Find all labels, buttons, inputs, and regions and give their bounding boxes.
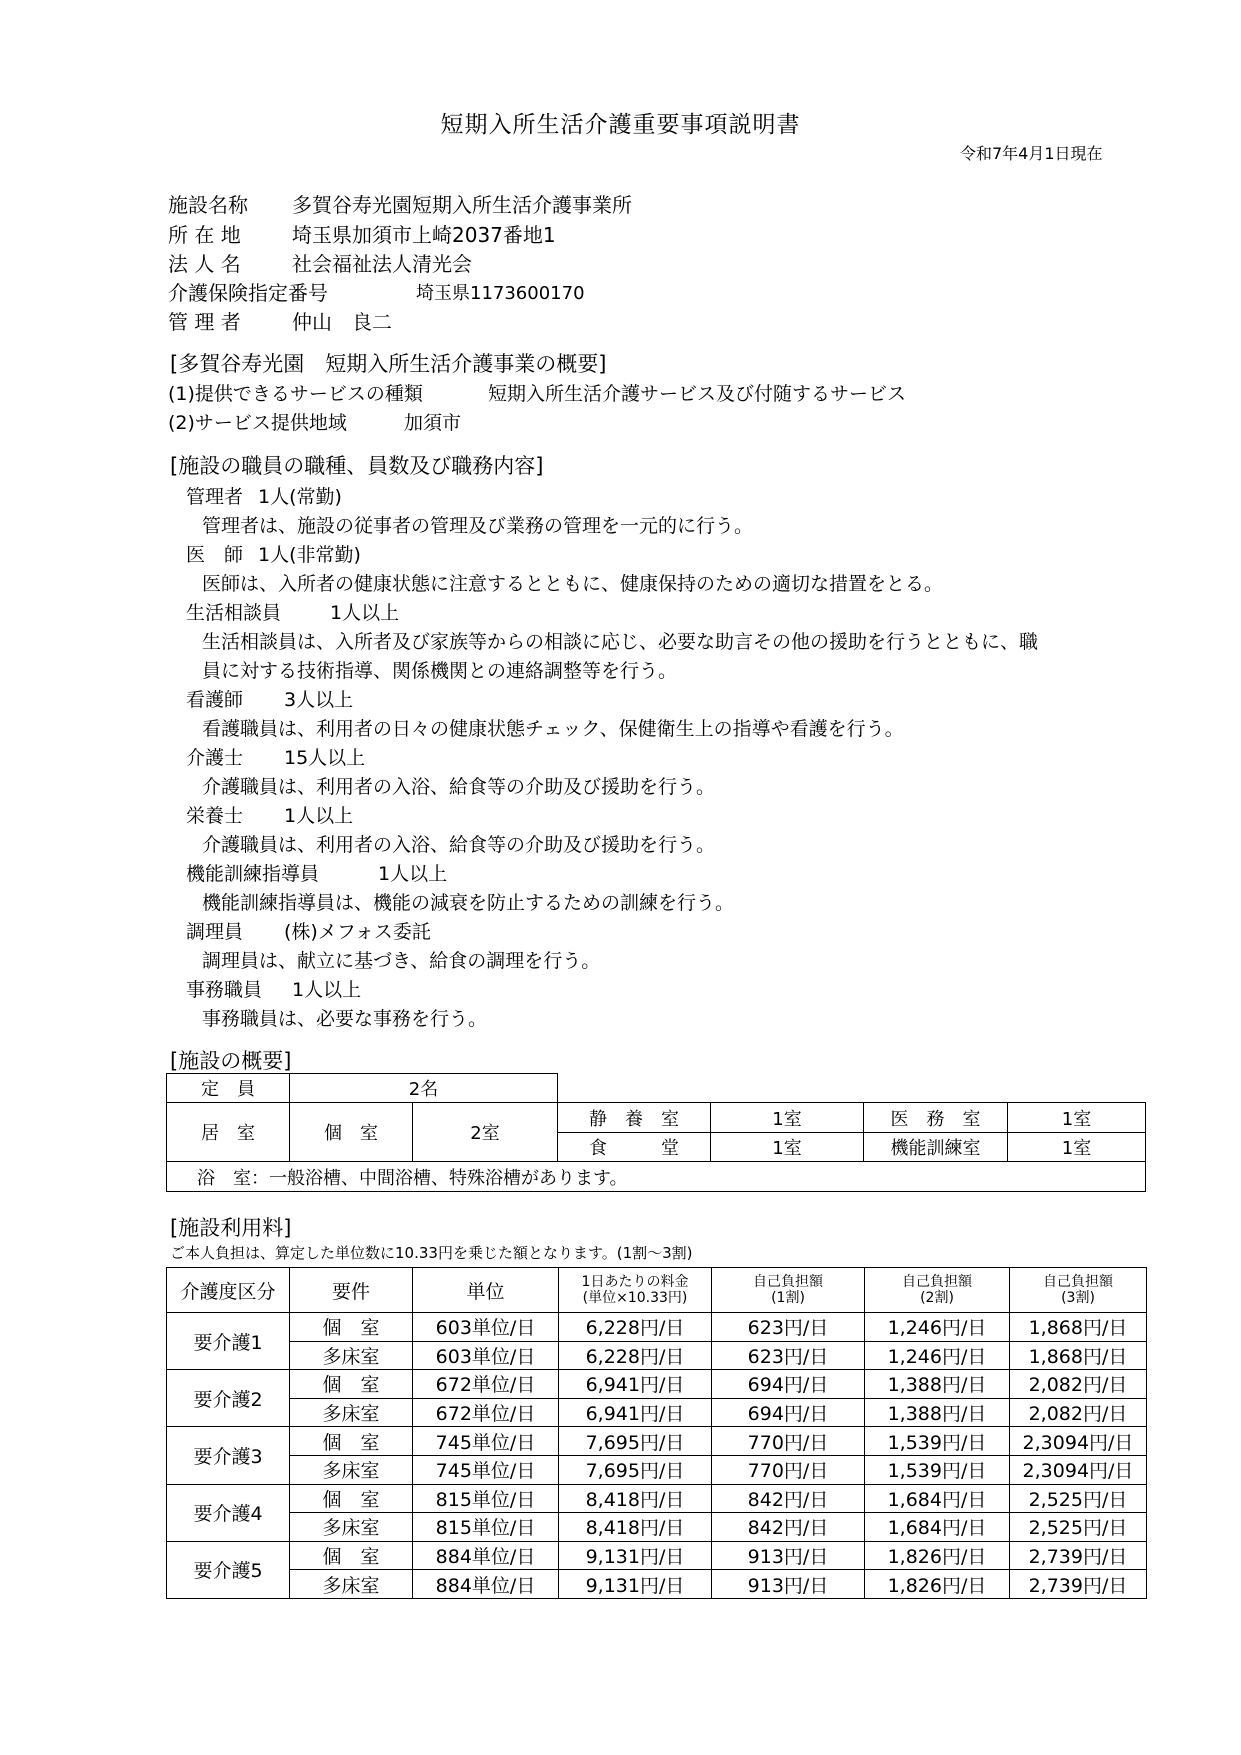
staff-desc: 医師は、入所者の健康状態に注意するとともに、健康保持のための適切な措置をとる。 bbox=[202, 573, 944, 595]
fee-table bbox=[166, 1267, 1147, 1599]
header-unit: 単位 bbox=[413, 1268, 559, 1313]
info-label: 法 人 名 bbox=[168, 252, 241, 276]
overview-label: (1)提供できるサービスの種類 bbox=[168, 383, 423, 405]
room-count-cell: 1室 bbox=[710, 1132, 864, 1162]
copay-2-cell: 1,539円/日 bbox=[865, 1427, 1010, 1456]
room-count: 2室 bbox=[412, 1102, 558, 1162]
header-type: 要件 bbox=[290, 1268, 413, 1313]
fee-row bbox=[167, 1484, 1147, 1513]
care-level: 要介護5 bbox=[167, 1541, 290, 1598]
copay-2-cell: 1,684円/日 bbox=[865, 1484, 1010, 1513]
info-label: 所 在 地 bbox=[168, 223, 241, 247]
room-type-cell: 個 室 bbox=[290, 1427, 413, 1456]
overview-heading: [多賀谷寿光園 短期入所生活介護事業の概要] bbox=[170, 352, 607, 376]
unit-cell: 672単位/日 bbox=[413, 1370, 559, 1399]
daily-fee-cell: 7,695円/日 bbox=[559, 1455, 712, 1484]
staff-desc: 機能訓練指導員は、機能の減衰を防止するための訓練を行う。 bbox=[202, 892, 735, 914]
staff-count: 1人以上 bbox=[284, 805, 354, 827]
copay-3-cell: 2,525円/日 bbox=[1010, 1484, 1147, 1513]
daily-fee-cell: 6,941円/日 bbox=[559, 1370, 712, 1399]
care-level: 要介護1 bbox=[167, 1313, 290, 1370]
fee-row bbox=[167, 1341, 1147, 1370]
info-facility-name bbox=[168, 189, 632, 218]
staff-role-trainer bbox=[186, 859, 448, 886]
staff-role: 栄養士 bbox=[186, 805, 244, 827]
staff-desc: 看護職員は、利用者の日々の健康状態チェック、保健衛生上の指導や看護を行う。 bbox=[202, 718, 904, 740]
copay-1-cell: 770円/日 bbox=[712, 1427, 865, 1456]
overview-value: 加須市 bbox=[404, 412, 462, 434]
room-count-cell: 1室 bbox=[1007, 1102, 1146, 1133]
staff-count: 1人以上 bbox=[378, 863, 448, 885]
daily-fee-cell: 6,941円/日 bbox=[559, 1398, 712, 1427]
room-type-cell: 個 室 bbox=[290, 1484, 413, 1513]
staff-count: 1人以上 bbox=[292, 979, 362, 1001]
copay-2-cell: 1,684円/日 bbox=[865, 1513, 1010, 1542]
info-value: 埼玉県加須市上崎2037番地1 bbox=[292, 223, 556, 247]
room-label: 居 室 bbox=[166, 1102, 290, 1162]
staff-role: 生活相談員 bbox=[186, 602, 282, 624]
daily-fee-cell: 6,228円/日 bbox=[559, 1341, 712, 1370]
room-count-cell: 1室 bbox=[1007, 1132, 1146, 1162]
unit-cell: 884単位/日 bbox=[413, 1541, 559, 1570]
staff-role: 調理員 bbox=[186, 921, 244, 943]
staff-role-cook bbox=[186, 917, 431, 944]
overview-label: (2)サービス提供地域 bbox=[168, 412, 347, 434]
staff-role: 看護師 bbox=[186, 689, 244, 711]
staff-desc: 員に対する技術指導、関係機関との連絡調整等を行う。 bbox=[202, 660, 678, 682]
fee-row bbox=[167, 1455, 1147, 1484]
care-level: 要介護3 bbox=[167, 1427, 290, 1484]
staff-count: 15人以上 bbox=[284, 747, 366, 769]
copay-3-cell: 1,868円/日 bbox=[1010, 1341, 1147, 1370]
staff-count: (株)メフォス委託 bbox=[284, 921, 431, 943]
fee-row bbox=[167, 1398, 1147, 1427]
copay-1-cell: 694円/日 bbox=[712, 1370, 865, 1399]
copay-2-cell: 1,246円/日 bbox=[865, 1341, 1010, 1370]
staff-heading: [施設の職員の職種、員数及び職務内容] bbox=[170, 454, 544, 478]
unit-cell: 745単位/日 bbox=[413, 1427, 559, 1456]
overview-value: 短期入所生活介護サービス及び付随するサービス bbox=[488, 383, 907, 405]
room-type-cell: 多床室 bbox=[290, 1513, 413, 1542]
care-level: 要介護4 bbox=[167, 1484, 290, 1541]
info-label: 介護保険指定番号 bbox=[168, 281, 328, 305]
header-copay-2: 自己負担額 (2割) bbox=[865, 1268, 1010, 1313]
copay-2-cell: 1,246円/日 bbox=[865, 1313, 1010, 1342]
info-label: 施設名称 bbox=[168, 193, 248, 217]
room-type-cell: 個 室 bbox=[290, 1370, 413, 1399]
fee-row bbox=[167, 1570, 1147, 1599]
staff-role-counselor bbox=[186, 598, 400, 625]
staff-desc: 管理者は、施設の従事者の管理及び業務の管理を一元的に行う。 bbox=[202, 515, 754, 537]
copay-1-cell: 842円/日 bbox=[712, 1484, 865, 1513]
daily-fee-cell: 7,695円/日 bbox=[559, 1427, 712, 1456]
daily-fee-cell: 8,418円/日 bbox=[559, 1484, 712, 1513]
facility-table bbox=[166, 1073, 1146, 1193]
staff-role-caregiver bbox=[186, 743, 366, 770]
room-count-cell: 1室 bbox=[710, 1102, 864, 1133]
copay-1-cell: 913円/日 bbox=[712, 1541, 865, 1570]
room-name: 静 養 室 bbox=[557, 1102, 711, 1133]
copay-2-cell: 1,826円/日 bbox=[865, 1541, 1010, 1570]
fee-row bbox=[167, 1370, 1147, 1399]
fee-row bbox=[167, 1513, 1147, 1542]
staff-role: 医 師 bbox=[186, 544, 244, 566]
unit-cell: 815単位/日 bbox=[413, 1484, 559, 1513]
copay-3-cell: 2,525円/日 bbox=[1010, 1513, 1147, 1542]
copay-1-cell: 694円/日 bbox=[712, 1398, 865, 1427]
fees-heading: [施設利用料] bbox=[170, 1216, 292, 1240]
staff-desc: 生活相談員は、入所者及び家族等からの相談に応じ、必要な助言その他の援助を行うとともに、職 bbox=[202, 631, 1039, 653]
copay-2-cell: 1,388円/日 bbox=[865, 1398, 1010, 1427]
info-manager bbox=[168, 306, 392, 335]
copay-3-cell: 2,739円/日 bbox=[1010, 1570, 1147, 1599]
info-value: 社会福祉法人清光会 bbox=[292, 252, 472, 276]
room-name: 機能訓練室 bbox=[863, 1132, 1008, 1162]
fees-note: ご本人負担は、算定した単位数に10.33円を乗じた額となります。(1割～3割) bbox=[170, 1244, 693, 1262]
info-value: 仲山 良二 bbox=[292, 310, 392, 334]
staff-desc: 調理員は、献立に基づき、給食の調理を行う。 bbox=[202, 950, 601, 972]
copay-3-cell: 2,082円/日 bbox=[1010, 1370, 1147, 1399]
room-type-cell: 個 室 bbox=[290, 1541, 413, 1570]
room-type-cell: 多床室 bbox=[290, 1455, 413, 1484]
staff-role: 事務職員 bbox=[186, 979, 263, 1001]
document-title: 短期入所生活介護重要事項説明書 bbox=[440, 112, 801, 138]
staff-role: 機能訓練指導員 bbox=[186, 863, 320, 885]
room-type-cell: 多床室 bbox=[290, 1341, 413, 1370]
daily-fee-cell: 9,131円/日 bbox=[559, 1541, 712, 1570]
care-level: 要介護2 bbox=[167, 1370, 290, 1427]
room-name: 医 務 室 bbox=[863, 1102, 1008, 1133]
capacity-label: 定 員 bbox=[166, 1073, 290, 1103]
copay-3-cell: 2,082円/日 bbox=[1010, 1398, 1147, 1427]
overview-line-services bbox=[168, 379, 907, 406]
info-label: 管 理 者 bbox=[168, 310, 241, 334]
room-name: 食 堂 bbox=[557, 1132, 711, 1162]
copay-3-cell: 1,868円/日 bbox=[1010, 1313, 1147, 1342]
copay-1-cell: 913円/日 bbox=[712, 1570, 865, 1599]
staff-desc: 介護職員は、利用者の入浴、給食等の介助及び援助を行う。 bbox=[202, 834, 716, 856]
unit-cell: 815単位/日 bbox=[413, 1513, 559, 1542]
staff-role: 介護士 bbox=[186, 747, 244, 769]
copay-3-cell: 2,739円/日 bbox=[1010, 1541, 1147, 1570]
unit-cell: 603単位/日 bbox=[413, 1341, 559, 1370]
copay-1-cell: 623円/日 bbox=[712, 1313, 865, 1342]
header-level: 介護度区分 bbox=[167, 1268, 290, 1313]
document-date: 令和7年4月1日現在 bbox=[960, 144, 1103, 163]
staff-role-nurse bbox=[186, 685, 354, 712]
staff-count: 1人(常勤) bbox=[258, 486, 342, 508]
staff-role-doctor bbox=[186, 540, 361, 567]
fee-row bbox=[167, 1427, 1147, 1456]
staff-role-manager bbox=[186, 482, 342, 509]
fee-header-row bbox=[167, 1268, 1147, 1313]
info-corporation bbox=[168, 248, 472, 277]
room-type: 個 室 bbox=[289, 1102, 413, 1162]
fee-row bbox=[167, 1313, 1147, 1342]
facility-heading: [施設の概要] bbox=[170, 1049, 292, 1073]
unit-cell: 745単位/日 bbox=[413, 1455, 559, 1484]
info-address bbox=[168, 219, 556, 248]
header-copay-3: 自己負担額 (3割) bbox=[1010, 1268, 1147, 1313]
unit-cell: 884単位/日 bbox=[413, 1570, 559, 1599]
daily-fee-cell: 9,131円/日 bbox=[559, 1570, 712, 1599]
info-value: 埼玉県1173600170 bbox=[416, 283, 585, 304]
staff-role-dietitian bbox=[186, 801, 354, 828]
copay-1-cell: 842円/日 bbox=[712, 1513, 865, 1542]
header-daily-fee: 1日あたりの料金 (単位×10.33円) bbox=[559, 1268, 712, 1313]
staff-count: 1人以上 bbox=[330, 602, 400, 624]
copay-1-cell: 623円/日 bbox=[712, 1341, 865, 1370]
unit-cell: 603単位/日 bbox=[413, 1313, 559, 1342]
staff-count: 1人(非常勤) bbox=[258, 544, 361, 566]
daily-fee-cell: 6,228円/日 bbox=[559, 1313, 712, 1342]
copay-1-cell: 770円/日 bbox=[712, 1455, 865, 1484]
staff-desc: 介護職員は、利用者の入浴、給食等の介助及び援助を行う。 bbox=[202, 776, 716, 798]
room-type-cell: 多床室 bbox=[290, 1570, 413, 1599]
header-copay-1: 自己負担額 (1割) bbox=[712, 1268, 865, 1313]
fee-row bbox=[167, 1541, 1147, 1570]
staff-role: 管理者 bbox=[186, 486, 244, 508]
info-designation-number bbox=[168, 277, 585, 306]
copay-2-cell: 1,539円/日 bbox=[865, 1455, 1010, 1484]
copay-2-cell: 1,388円/日 bbox=[865, 1370, 1010, 1399]
copay-2-cell: 1,826円/日 bbox=[865, 1570, 1010, 1599]
copay-3-cell: 2,3094円/日 bbox=[1010, 1427, 1147, 1456]
copay-3-cell: 2,3094円/日 bbox=[1010, 1455, 1147, 1484]
room-type-cell: 多床室 bbox=[290, 1398, 413, 1427]
unit-cell: 672単位/日 bbox=[413, 1398, 559, 1427]
bath-info: 浴 室：一般浴槽、中間浴槽、特殊浴槽があります。 bbox=[166, 1161, 1146, 1192]
staff-desc: 事務職員は、必要な事務を行う。 bbox=[202, 1008, 488, 1030]
staff-count: 3人以上 bbox=[284, 689, 354, 711]
room-type-cell: 個 室 bbox=[290, 1313, 413, 1342]
capacity-value: 2名 bbox=[289, 1073, 558, 1103]
info-value: 多賀谷寿光園短期入所生活介護事業所 bbox=[292, 193, 632, 217]
daily-fee-cell: 8,418円/日 bbox=[559, 1513, 712, 1542]
overview-line-area bbox=[168, 408, 462, 435]
staff-role-clerk bbox=[186, 975, 362, 1002]
